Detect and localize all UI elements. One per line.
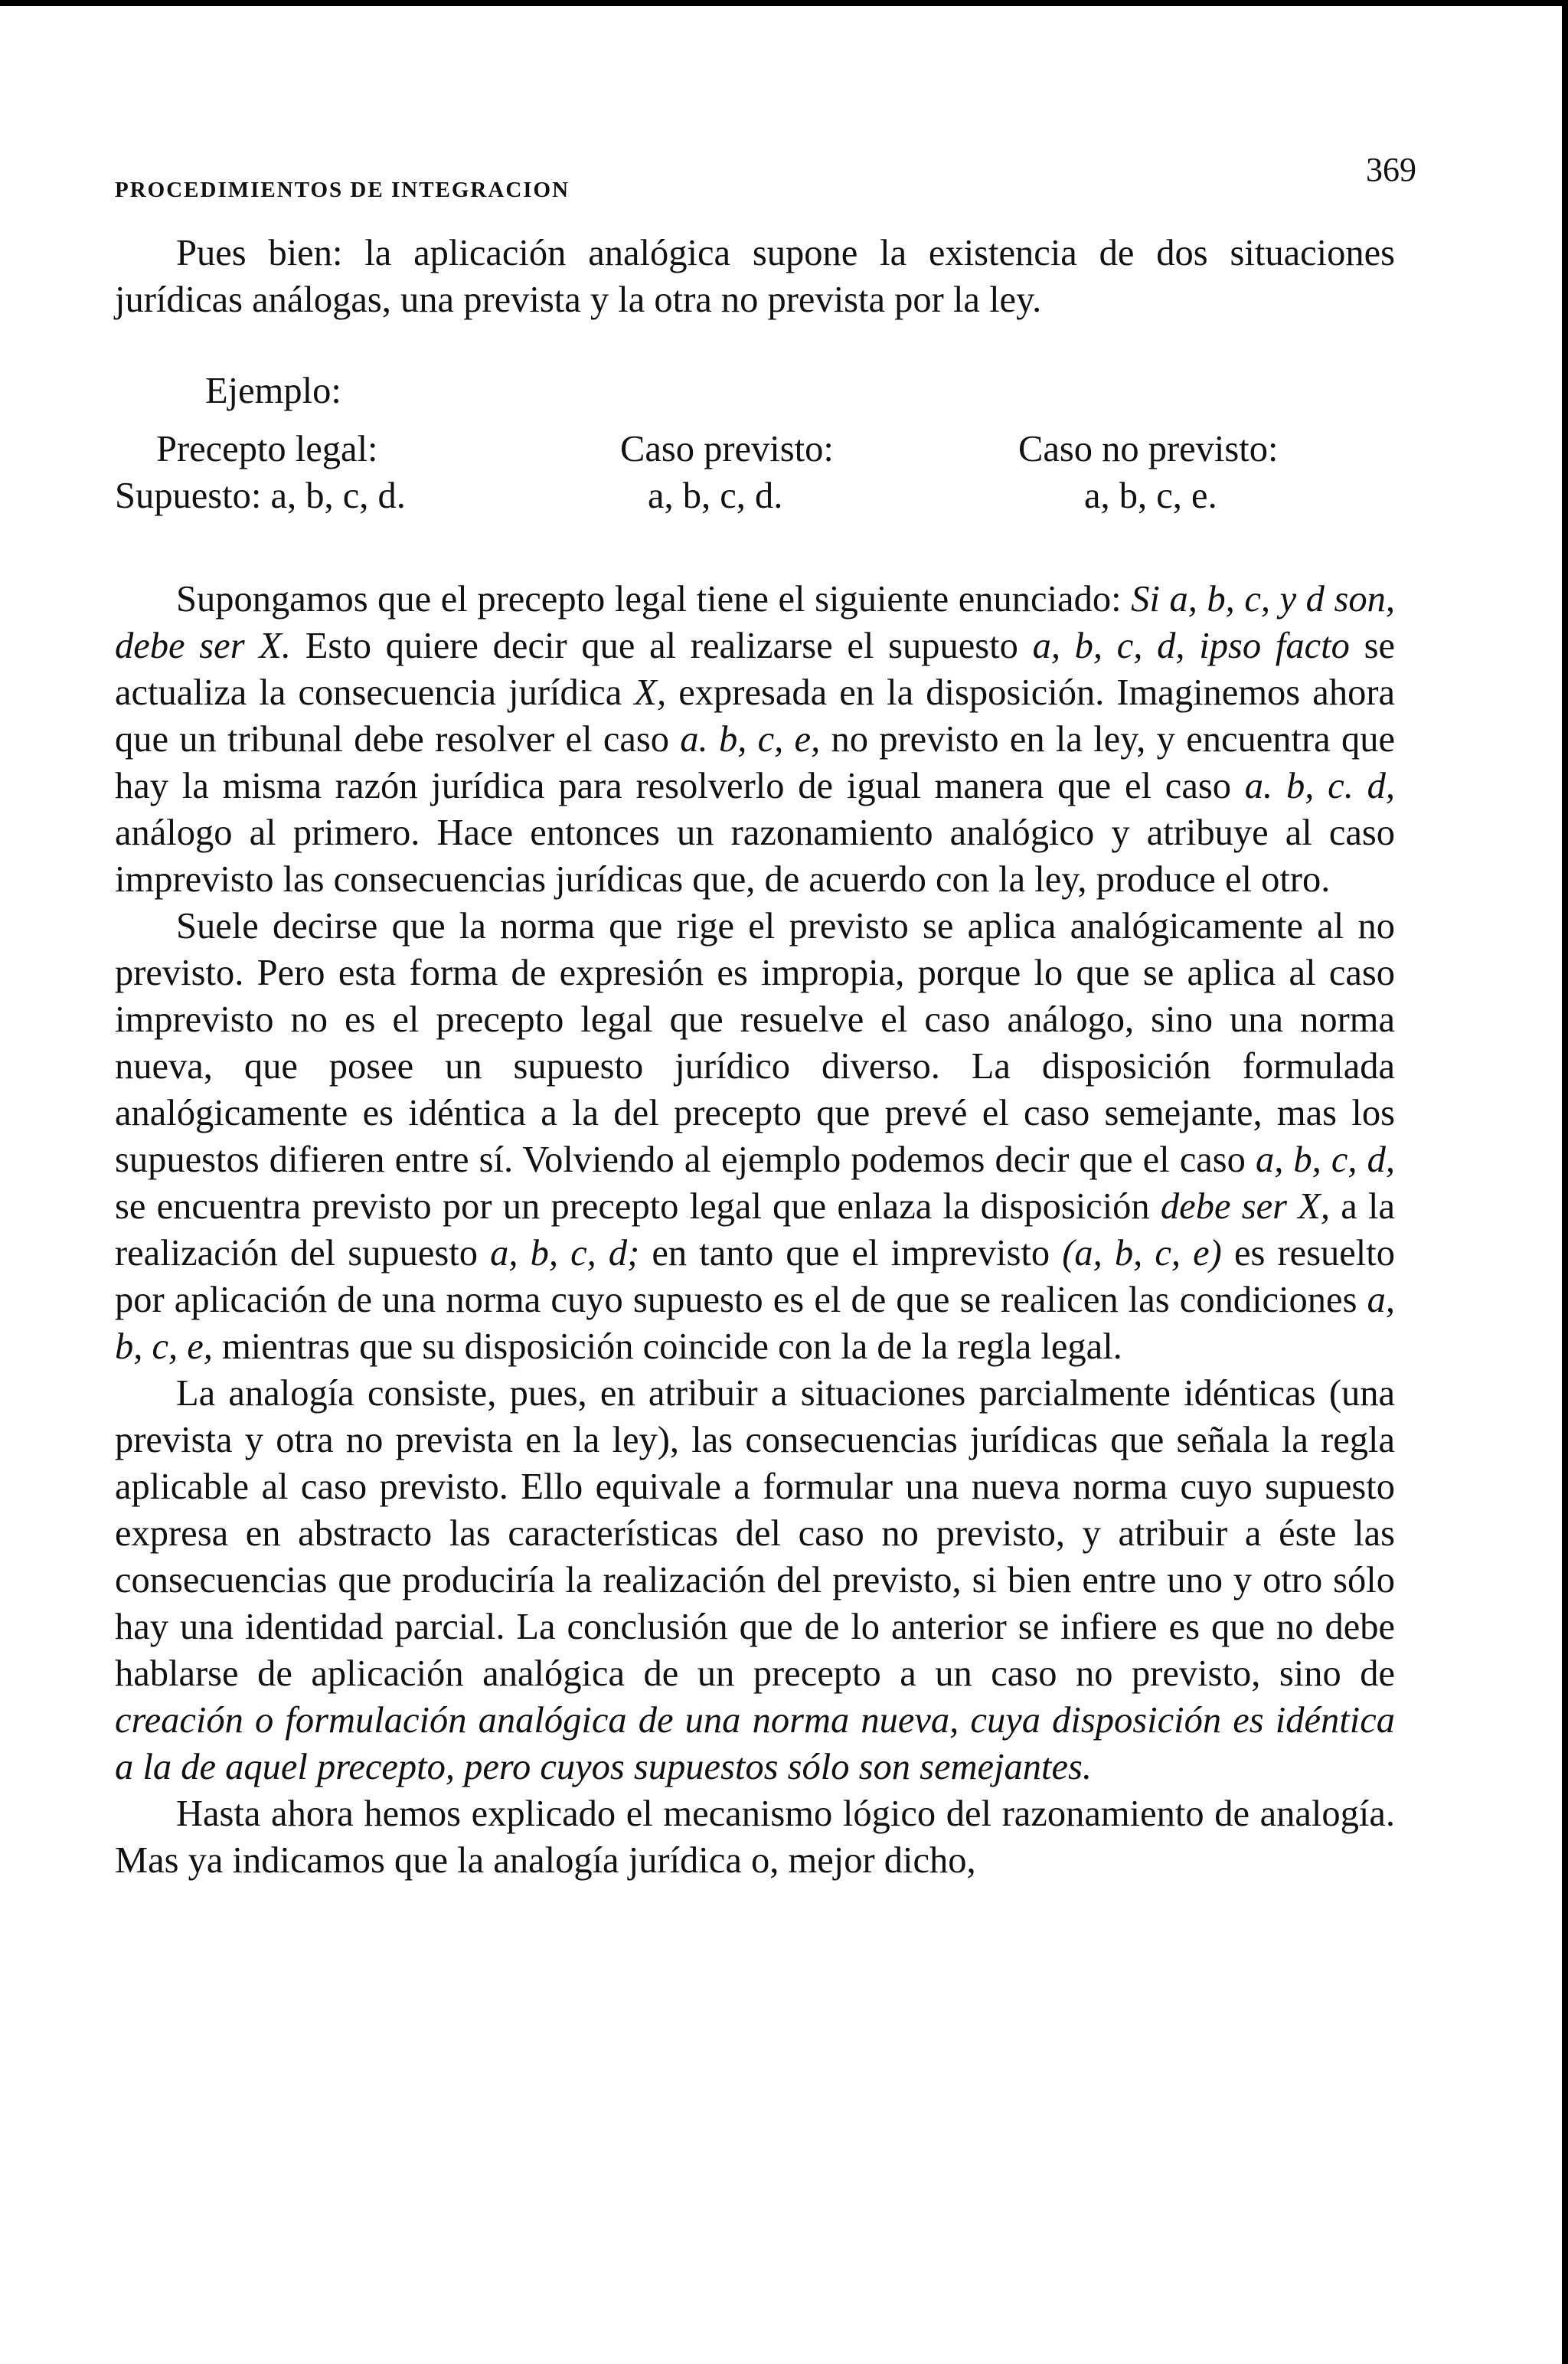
running-head: PROCEDIMIENTOS DE INTEGRACION (115, 178, 570, 202)
page-header (115, 150, 1416, 211)
p2-italic-1: Si a, b, c, y d son, debe ser X. (115, 579, 1395, 666)
p3-italic-1: a, b, c, d, (1255, 1139, 1395, 1180)
p4-text-1: La analogía consiste, pues, en atribuir a situaciones parcialmente idénticas (una prevista y otra no prevista en la ley), las consecuencias jurídicas que señala la regla aplicable al caso previsto. Ello equivale a formular una nueva norma cuyo supuesto expresa en abstracto las características del caso no previsto, y atribuir a éste las consecuencias que produciría la realización del previsto, si bien entre uno y otro sólo hay una identidad parcial. La conclusión que de lo anterior se infiere es que no debe hablarse de aplicación analógica de un precepto a un caso no previsto, sino de (115, 1373, 1395, 1694)
p3-italic-3: a, b, c, d; (490, 1233, 640, 1274)
p5-text-1: Hasta ahora hemos explicado el mecanismo lógico del razonamiento de analogía. Mas ya indicamos que la analogía jurídica o, mejor dicho, (115, 1793, 1395, 1881)
example-col2-heading: Caso previsto: (620, 429, 834, 469)
p2-text-6: análogo al primero. Hace entonces un razonamiento analógico y atribuye al caso imprevisto las consecuencias jurídicas que, de acuerdo con la ley, produce el otro. (115, 813, 1395, 900)
p3-text-1: Suele decirse que la norma que rige el previsto se aplica analógicamente al no previsto. Pero esta forma de expresión es impropia, porque lo que se aplica al caso imprevisto no es el precepto legal que resuelve el caso análogo, sino una norma nueva, que posee un supuesto jurídico diverso. La disposición formulada analógicamente es idéntica a la del precepto que prevé el caso semejante, mas los supuestos difieren entre sí. Volviendo al ejemplo podemos decir que el caso (115, 906, 1395, 1180)
p3-text-3: a la realización del supuesto (115, 1186, 1395, 1274)
paragraph-1: Pues bien: la aplicación analógica supone la existencia de dos situaciones jurídicas análogas, una prevista y la otra no prevista por la ley. (115, 233, 1395, 320)
p4-italic-1: creación o formulación analógica de una norma nueva, cuya disposición es idéntica a la de aquel precepto, pero cuyos supuestos sólo son semejantes. (115, 1700, 1395, 1787)
p3-text-4: en tanto que el imprevisto (639, 1233, 1063, 1274)
example-title: Ejemplo: (205, 371, 341, 411)
example-column-caso-previsto (620, 426, 834, 519)
p3-italic-2: debe ser X, (1160, 1186, 1330, 1227)
example-col1-value: Supuesto: a, b, c, d. (115, 476, 406, 516)
scan-border-top (0, 0, 1568, 6)
p3-text-6: mientras que su disposición coincide con la de la regla legal. (212, 1326, 1122, 1367)
paragraph-4 (115, 1370, 1395, 1790)
p3-italic-4: (a, b, c, e) (1062, 1233, 1222, 1274)
paragraph-3 (115, 903, 1395, 1370)
example-col1-heading: Precepto legal: (156, 429, 378, 469)
scan-border-right (1562, 0, 1568, 2364)
p3-text-2: se encuentra previsto por un precepto legal que enlaza la disposición (115, 1186, 1161, 1227)
example-column-caso-no-previsto (1018, 426, 1278, 519)
example-column-precepto (115, 426, 406, 519)
p3-text-5: es resuelto por aplicación de una norma cuyo supuesto es el de que se realicen las condiciones (115, 1233, 1395, 1320)
paragraph-5 (115, 1790, 1395, 1884)
p2-italic-2: a, b, c, d, ipso facto (1032, 626, 1350, 666)
p2-italic-4: a. b, c, e, (680, 719, 821, 760)
paragraph-2 (115, 576, 1395, 903)
p2-text-4: expresada en la disposición. Imaginemos ahora que un tribunal debe resolver el caso (115, 672, 1395, 760)
p2-text-1: Supongamos que el precepto legal tiene el siguiente enunciado: (176, 579, 1132, 620)
p3-italic-5: a, b, c, e, (115, 1280, 1395, 1367)
page-number: 369 (1366, 151, 1416, 188)
page-body (115, 230, 1395, 1884)
p2-text-3: se actualiza la consecuencia jurídica (115, 626, 1395, 713)
p2-text-2: Esto quiere decir que al realizarse el supuesto (291, 626, 1033, 666)
example-block (115, 368, 1395, 542)
p2-italic-3: X, (634, 672, 667, 713)
example-col2-value: a, b, c, d. (648, 476, 783, 516)
p2-text-5: no previsto en la ley, y encuentra que hay la misma razón jurídica para resolverlo de igual manera que el caso (115, 719, 1395, 806)
example-col3-heading: Caso no previsto: (1018, 429, 1279, 469)
example-col3-value: a, b, c, e. (1084, 476, 1217, 516)
p2-italic-5: a. b, c. d, (1244, 766, 1396, 806)
